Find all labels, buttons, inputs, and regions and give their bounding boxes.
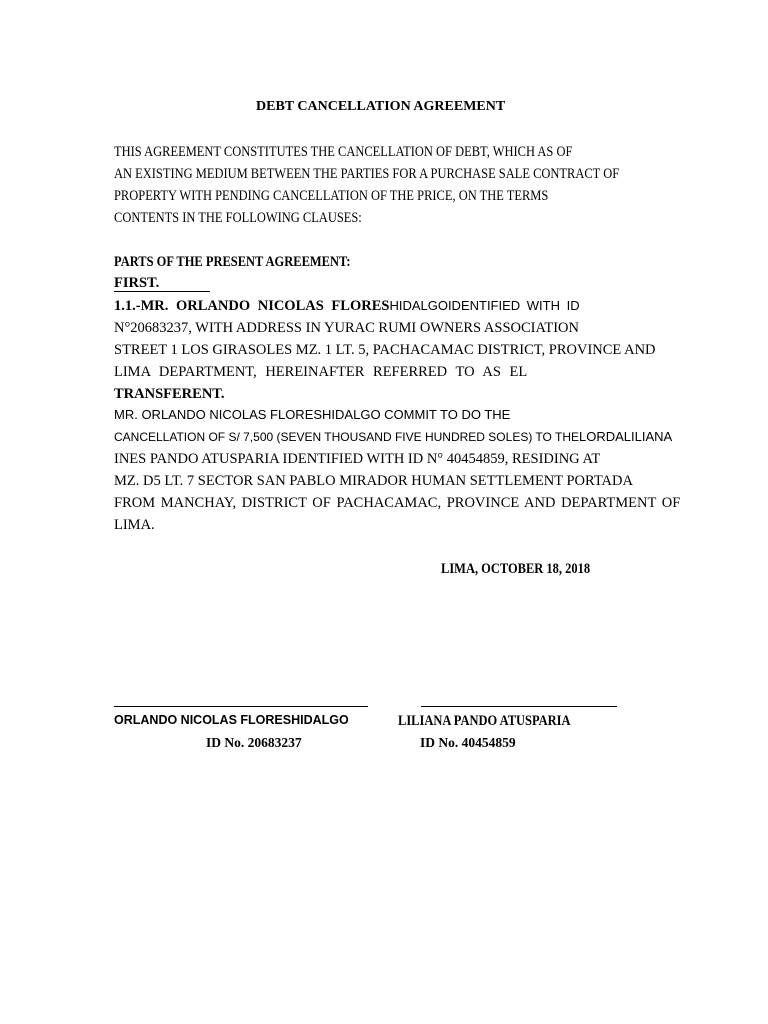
clause-1-1-bold: 1.1.-MR. ORLANDO NICOLAS FLORES — [114, 298, 390, 314]
signatory-2-id: ID No. 40454859 — [420, 735, 516, 750]
transferent-label: TRANSFERENT. — [114, 386, 225, 402]
place-date: LIMA, OCTOBER 18, 2018 — [441, 561, 591, 577]
signatory-1-id: ID No. 20683237 — [206, 735, 302, 750]
clause-1-1-line-3: STREET 1 LOS GIRASOLES MZ. 1 LT. 5, PACHACAMAC DISTRICT, PROVINCE AND — [114, 342, 656, 358]
first-heading: FIRST. — [114, 275, 210, 292]
clause-1-1-line-1 — [114, 297, 604, 315]
cancellation-rest-text: LORDALILIANA — [579, 429, 673, 444]
clause-1-1-line-10: LIMA. — [114, 517, 155, 533]
signature-line-1 — [114, 706, 368, 707]
parts-heading: PARTS OF THE PRESENT AGREEMENT: — [114, 254, 351, 270]
signatory-2-name: LILIANA PANDO ATUSPARIA — [398, 713, 571, 729]
intro-line-2: AN EXISTING MEDIUM BETWEEN THE PARTIES FOR A PURCHASE SALE CONTRACT OF — [114, 166, 620, 182]
clause-1-1-line-9: FROM MANCHAY, DISTRICT OF PACHACAMAC, PROVINCE AND DEPARTMENT OF — [114, 495, 681, 511]
signatory-1-name: ORLANDO NICOLAS FLORESHIDALGO — [114, 713, 349, 727]
clause-1-1-rest: HIDALGOIDENTIFIED WITH ID — [389, 298, 580, 313]
signature-line-2 — [421, 706, 617, 707]
document-title: DEBT CANCELLATION AGREEMENT — [256, 99, 506, 114]
clause-1-1-line-2: N°20683237, WITH ADDRESS IN YURAC RUMI OWNERS ASSOCIATION — [114, 320, 579, 336]
intro-line-1: THIS AGREEMENT CONSTITUTES THE CANCELLATION OF DEBT, WHICH AS OF — [114, 144, 573, 160]
clause-1-1-line-4: LIMA DEPARTMENT, HEREINAFTER REFERRED TO AS EL — [114, 364, 528, 380]
clause-1-1-line-7: INES PANDO ATUSPARIA IDENTIFIED WITH ID N° 40454859, RESIDING AT — [114, 451, 601, 467]
cancellation-small-text: CANCELLATION OF S/ 7,500 (SEVEN THOUSAND FIVE HUNDRED SOLES) TO THE — [114, 430, 579, 444]
cancellation-line — [114, 428, 672, 446]
intro-line-3: PROPERTY WITH PENDING CANCELLATION OF THE PRICE, ON THE TERMS — [114, 188, 549, 204]
clause-1-1-line-8: MZ. D5 LT. 7 SECTOR SAN PABLO MIRADOR HUMAN SETTLEMENT PORTADA — [114, 473, 633, 489]
commit-line: MR. ORLANDO NICOLAS FLORESHIDALGO COMMIT TO DO THE — [114, 407, 511, 422]
intro-line-4: CONTENTS IN THE FOLLOWING CLAUSES: — [114, 210, 362, 226]
